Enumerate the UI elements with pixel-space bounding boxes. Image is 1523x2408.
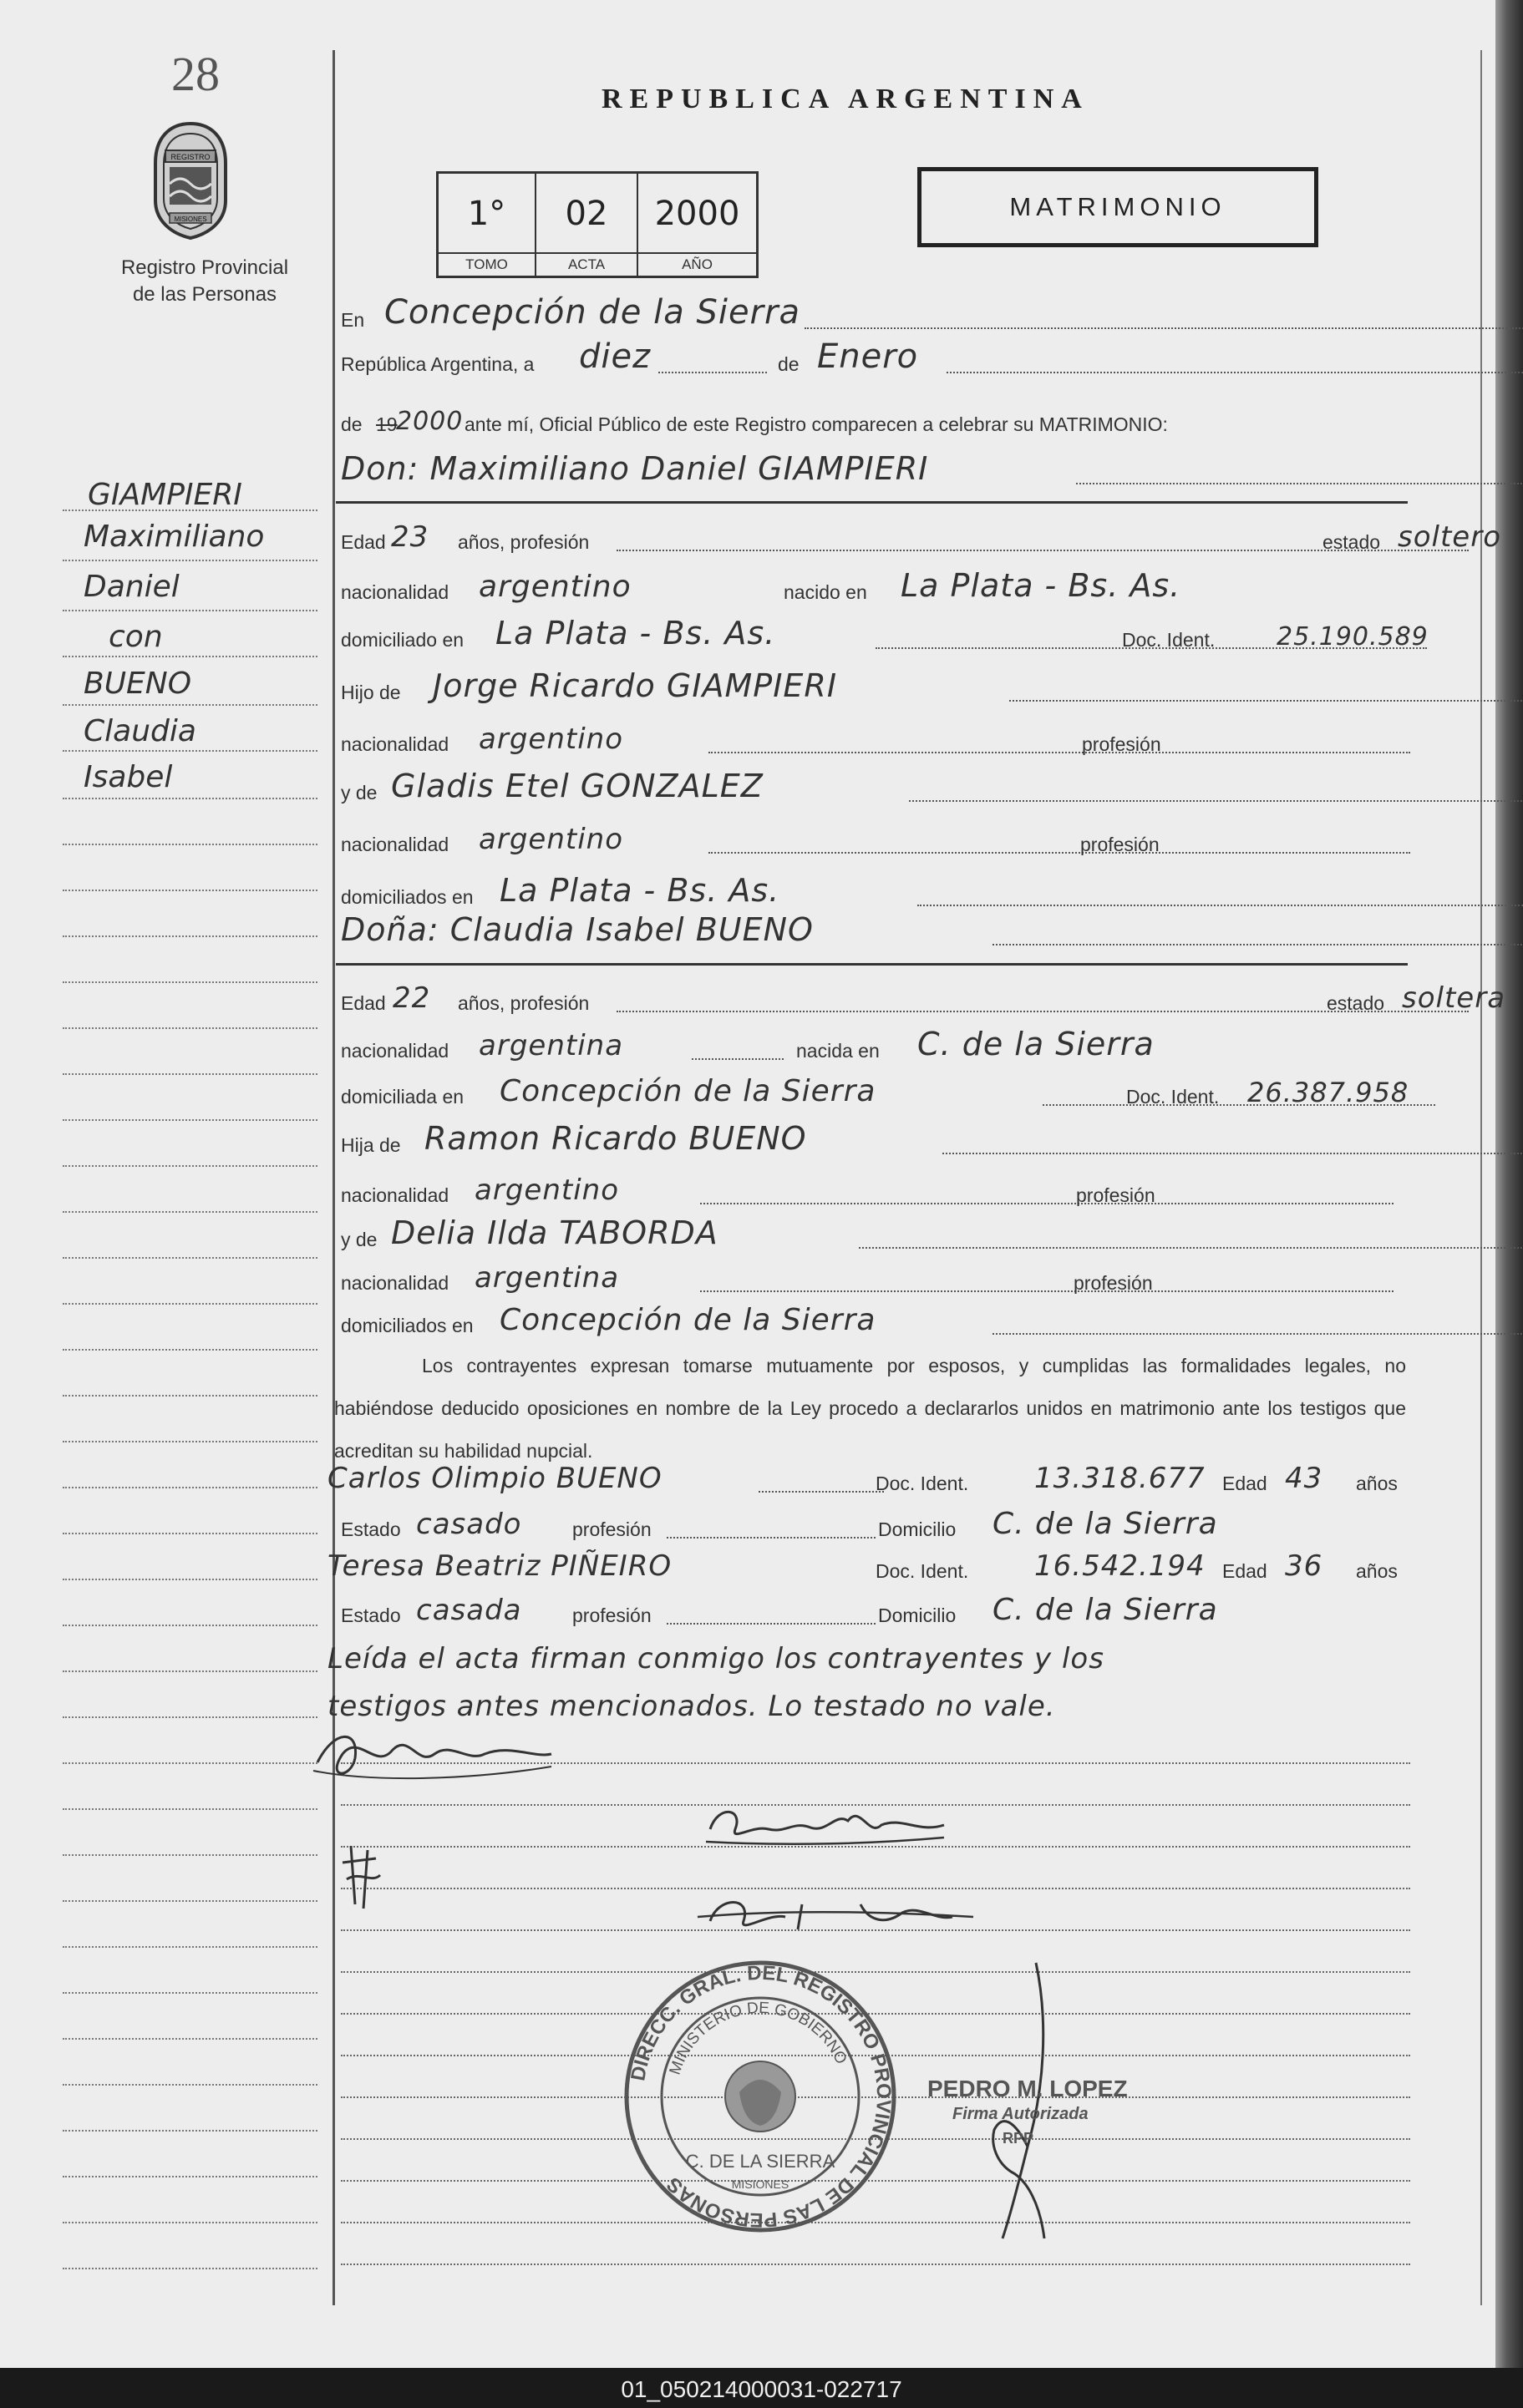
bride-mother: Delia Ilda TABORDA <box>391 1214 718 1251</box>
row-bride-age <box>341 981 1506 1019</box>
dotted-line <box>658 372 767 373</box>
dotted-line <box>942 1153 1523 1154</box>
margin-line <box>63 1303 317 1305</box>
groom-parents-dom: La Plata - Bs. As. <box>500 872 780 909</box>
row-witness1-details <box>341 1507 1485 1545</box>
bride-signature <box>702 1796 952 1854</box>
margin-line <box>63 1349 317 1351</box>
witness-signature <box>693 1879 977 1946</box>
margin-line <box>63 1762 317 1764</box>
margin-line <box>63 610 317 611</box>
margin-line <box>63 1670 317 1672</box>
year-value: 2000 <box>396 407 464 436</box>
row-bride-parents-dom <box>341 1303 1485 1341</box>
dotted-line <box>859 1247 1523 1249</box>
official-seal-title: Firma Autorizada <box>952 2105 1089 2123</box>
nacionalidad-label: nacionalidad <box>341 733 449 755</box>
row-place <box>341 293 1485 336</box>
profesion-label: profesión <box>572 1604 652 1626</box>
dotted-line <box>700 1290 1394 1292</box>
margin-line <box>63 2268 317 2269</box>
bride-domicile: Concepción de la Sierra <box>500 1074 876 1108</box>
row-witness1 <box>327 1462 1485 1499</box>
stamp-misiones-text: MISIONES <box>731 2177 789 2191</box>
margin-line <box>63 1487 317 1488</box>
row-groom-name <box>341 449 1485 491</box>
margin-note-line: GIAMPIERI <box>88 478 242 512</box>
groom-nationality: argentino <box>479 570 632 604</box>
row-groom-parents-dom <box>341 872 1485 913</box>
domiciliada-label: domiciliada en <box>341 1086 465 1108</box>
nacionalidad-label: nacionalidad <box>341 1184 449 1206</box>
witness2-estado: casada <box>416 1594 522 1627</box>
row-bride-mother <box>341 1214 1485 1255</box>
doc-label: Doc. Ident. <box>1126 1086 1220 1108</box>
profesion-label: años, profesión <box>458 531 590 553</box>
doc-label: Doc. Ident. <box>876 1560 969 1582</box>
official-seal-name: PEDRO M. LOPEZ <box>927 2076 1128 2101</box>
statement: ante mí, Oficial Público de este Registro comparecen a celebrar su MATRIMONIO: <box>465 413 1168 435</box>
witness-initial-signature <box>334 1838 393 1913</box>
margin-note-line: con <box>109 620 163 654</box>
margin-line <box>63 1854 317 1856</box>
groom-estado: soltero <box>1398 520 1501 554</box>
margin-line <box>63 1808 317 1810</box>
anos-label: años <box>1356 1473 1398 1494</box>
margin-line <box>63 1027 317 1029</box>
book-reference-box <box>436 171 759 278</box>
margin-line <box>63 656 317 657</box>
ano-value: 2000 <box>654 195 740 233</box>
margin-line <box>63 1119 317 1121</box>
margin-line <box>63 2222 317 2223</box>
profesion-label: profesión <box>572 1518 652 1540</box>
margin-line <box>63 1946 317 1948</box>
scan-footer-id: 01_050214000031-022717 <box>621 2376 902 2402</box>
margin-line <box>63 750 317 752</box>
registry-line2: de las Personas <box>132 283 277 306</box>
margin-line <box>63 1211 317 1213</box>
margin-line <box>63 935 317 937</box>
witness1-domicile: C. de la Sierra <box>992 1507 1218 1541</box>
margin-line <box>63 560 317 561</box>
acta-label: ACTA <box>536 252 637 276</box>
official-stamp <box>622 1959 898 2234</box>
dotted-line <box>708 752 1410 753</box>
nacionalidad-label: nacionalidad <box>341 1040 449 1062</box>
margin-note-line: Maximiliano <box>84 520 265 554</box>
margin-line <box>63 1073 317 1075</box>
estado-label: Estado <box>341 1518 401 1540</box>
stamp-circle-text: DIRECC. GRAL. DEL REGISTRO PROVINCIAL DE LAS PERSONAS <box>627 1961 896 2232</box>
margin-line <box>63 844 317 845</box>
edad-label: Edad <box>1222 1473 1267 1494</box>
stamp-inner-text: MINISTERIO DE GOBIERNO <box>666 1999 850 2077</box>
acta-value: 02 <box>565 195 608 233</box>
row-groom-nationality <box>341 567 1485 608</box>
margin-note-line: BUENO <box>84 667 192 701</box>
margin-line <box>63 1625 317 1626</box>
row-groom-mother-nat <box>341 823 1485 860</box>
en-label: En <box>341 309 365 331</box>
declaration-text: Los contrayentes expresan tomarse mutuamente por esposos, y cumplidas las formalidades legales, no habiéndose deducido oposiciones en nombre de la Ley procedo a declararlos unidos en matrimonio ante los testigos que acreditan su habilidad nupcial. <box>334 1355 1406 1462</box>
row-bride-nationality <box>341 1026 1485 1067</box>
row-closing-1 <box>327 1640 1485 1680</box>
de-label: de <box>778 353 800 375</box>
witness2-domicile: C. de la Sierra <box>992 1593 1218 1627</box>
margin-divider <box>333 50 335 2305</box>
witness1-age: 43 <box>1285 1462 1323 1495</box>
official-seal-abbr: RPP <box>1003 2130 1034 2147</box>
hijo-label: Hijo de <box>341 682 401 703</box>
margin-line <box>63 798 317 799</box>
row-groom-father-nat <box>341 722 1485 760</box>
tomo-value: 1° <box>467 195 506 233</box>
witness1-estado: casado <box>416 1508 522 1541</box>
dotted-line <box>947 372 1523 373</box>
margin-line <box>63 1533 317 1534</box>
bride-estado: soltera <box>1402 981 1506 1015</box>
groom-birthplace: La Plata - Bs. As. <box>901 567 1181 604</box>
witness2-age: 36 <box>1285 1549 1323 1583</box>
ano-label: AÑO <box>638 252 756 276</box>
dotted-line <box>759 1491 884 1493</box>
groom-signature <box>309 1721 560 1787</box>
stamp-bottom-text: C. DE LA SIERRA <box>685 2151 835 2172</box>
y-de-label: y de <box>341 1229 378 1250</box>
nacida-label: nacida en <box>796 1040 880 1062</box>
margin-line <box>63 981 317 983</box>
anos-label: años <box>1356 1560 1398 1582</box>
domiciliado-label: domiciliado en <box>341 629 465 651</box>
dotted-line <box>700 1203 1394 1204</box>
margin-note-line: Claudia <box>84 714 196 748</box>
witness2-doc-id: 16.542.194 <box>1034 1549 1206 1583</box>
groom-domicile: La Plata - Bs. As. <box>495 615 776 651</box>
margin-line <box>63 2176 317 2177</box>
row-groom-age <box>341 520 1501 558</box>
groom-mother-nat: argentino <box>479 823 623 856</box>
margin-note-line: Daniel <box>84 570 180 604</box>
groom-mother: Gladis Etel GONZALEZ <box>391 768 764 804</box>
witness1-name: Carlos Olimpio BUENO <box>327 1462 663 1495</box>
row-bride-name <box>341 910 1485 952</box>
margin-line <box>63 890 317 891</box>
bride-parents-dom: Concepción de la Sierra <box>500 1303 876 1337</box>
emblem-top-text: REGISTRO <box>170 153 211 161</box>
margin-line <box>63 1395 317 1397</box>
row-groom-domicile <box>341 615 1485 656</box>
margin-line <box>63 509 317 511</box>
bride-father-nat: argentino <box>475 1174 619 1207</box>
row-witness2-details <box>341 1593 1485 1631</box>
estado-label: Estado <box>341 1604 401 1626</box>
margin-line <box>63 2038 317 2040</box>
margin-line <box>63 2084 317 2086</box>
estado-label: estado <box>1322 531 1381 553</box>
profesion-label: profesión <box>1074 1272 1153 1294</box>
dotted-line <box>667 1623 876 1625</box>
bride-name: Doña: Claudia Isabel BUENO <box>341 911 814 948</box>
profesion-label: profesión <box>1082 733 1161 755</box>
edad-label: Edad <box>341 992 386 1014</box>
de2-label: de <box>341 413 363 435</box>
dotted-line <box>692 1058 784 1060</box>
row-bride-mother-nat <box>341 1261 1485 1299</box>
bride-mother-nat: argentina <box>475 1261 620 1295</box>
witness1-doc-id: 13.318.677 <box>1034 1462 1206 1495</box>
row-bride-father <box>341 1120 1485 1161</box>
closing-note-line1: Leída el acta firman conmigo los contrayentes y los <box>327 1642 1104 1675</box>
margin-line <box>63 1579 317 1580</box>
nacionalidad-label: nacionalidad <box>341 834 449 855</box>
profesion-label: años, profesión <box>458 992 590 1014</box>
dotted-line <box>992 1333 1523 1335</box>
y-de-label: y de <box>341 782 378 804</box>
groom-name: Don: Maximiliano Daniel GIAMPIERI <box>341 450 929 487</box>
document-title: REPUBLICA ARGENTINA <box>602 84 1089 114</box>
bride-nationality: argentina <box>479 1029 624 1062</box>
dotted-line <box>1009 700 1523 702</box>
groom-father: Jorge Ricardo GIAMPIERI <box>433 667 838 704</box>
row-date <box>341 337 1485 380</box>
doc-label: Doc. Ident. <box>876 1473 969 1494</box>
margin-line <box>63 1257 317 1259</box>
row-witness2 <box>327 1549 1485 1587</box>
domiciliados-label: domiciliados en <box>341 1315 474 1336</box>
signature-line <box>341 2264 1410 2265</box>
row-groom-father <box>341 667 1485 708</box>
dotted-line <box>1076 483 1523 484</box>
emblem-bottom-text: MISIONES <box>174 215 207 223</box>
dotted-line <box>909 800 1523 802</box>
tomo-label: TOMO <box>439 252 535 276</box>
dotted-line <box>708 852 1410 854</box>
domicilio-label: Domicilio <box>878 1604 957 1626</box>
hija-label: Hija de <box>341 1134 401 1156</box>
bride-doc-id: 26.387.958 <box>1247 1077 1409 1108</box>
profesion-label: profesión <box>1076 1184 1155 1206</box>
profesion-label: profesión <box>1080 834 1160 855</box>
bride-birthplace: C. de la Sierra <box>917 1026 1155 1062</box>
act-type-box: MATRIMONIO <box>917 167 1318 247</box>
dotted-line <box>992 944 1523 945</box>
section-separator <box>336 501 1408 504</box>
row-groom-mother <box>341 768 1485 809</box>
margin-line <box>63 1716 317 1718</box>
domiciliados-label: domiciliados en <box>341 886 474 908</box>
closing-note-line2: testigos antes mencionados. Lo testado no vale. <box>327 1690 1056 1723</box>
edad-label: Edad <box>1222 1560 1267 1582</box>
dotted-line <box>917 905 1523 906</box>
day-value: diez <box>579 337 652 376</box>
estado-label: estado <box>1327 992 1385 1014</box>
row-bride-father-nat <box>341 1174 1485 1211</box>
tomo-cell <box>439 174 536 276</box>
groom-doc-id: 25.190.589 <box>1277 622 1429 651</box>
groom-father-nat: argentino <box>479 722 623 756</box>
margin-line <box>63 2130 317 2132</box>
republica-label: República Argentina, a <box>341 353 535 375</box>
margin-line <box>63 1992 317 1994</box>
margin-line <box>63 704 317 706</box>
row-year <box>341 407 1485 440</box>
doc-label: Doc. Ident. <box>1122 629 1216 651</box>
domicilio-label: Domicilio <box>878 1518 957 1540</box>
section-separator <box>336 963 1408 966</box>
margin-line <box>63 1165 317 1167</box>
margin-line <box>63 1441 317 1442</box>
witness2-name: Teresa Beatriz PIÑEIRO <box>327 1549 673 1583</box>
nacido-label: nacido en <box>784 581 867 603</box>
acta-cell <box>536 174 638 276</box>
bride-father: Ramon Ricardo BUENO <box>424 1120 807 1157</box>
groom-age: 23 <box>391 520 429 554</box>
registry-line1: Registro Provincial <box>120 256 289 279</box>
bride-age: 22 <box>393 981 431 1015</box>
book-binding-edge <box>1495 0 1523 2368</box>
ano-cell <box>638 174 756 276</box>
registry-name <box>100 255 309 308</box>
month-value: Enero <box>817 337 919 376</box>
place-value: Concepción de la Sierra <box>384 293 800 332</box>
nacionalidad-label: nacionalidad <box>341 581 449 603</box>
dotted-line <box>805 327 1523 329</box>
nacionalidad-label: nacionalidad <box>341 1272 449 1294</box>
margin-line <box>63 1900 317 1902</box>
edad-label: Edad <box>341 531 386 553</box>
page-number: 28 <box>171 47 220 101</box>
margin-note-line: Isabel <box>84 760 173 794</box>
year-printed: 19 <box>376 413 398 435</box>
row-bride-domicile <box>341 1074 1485 1113</box>
province-emblem-icon <box>149 117 232 242</box>
dotted-line <box>667 1537 876 1539</box>
